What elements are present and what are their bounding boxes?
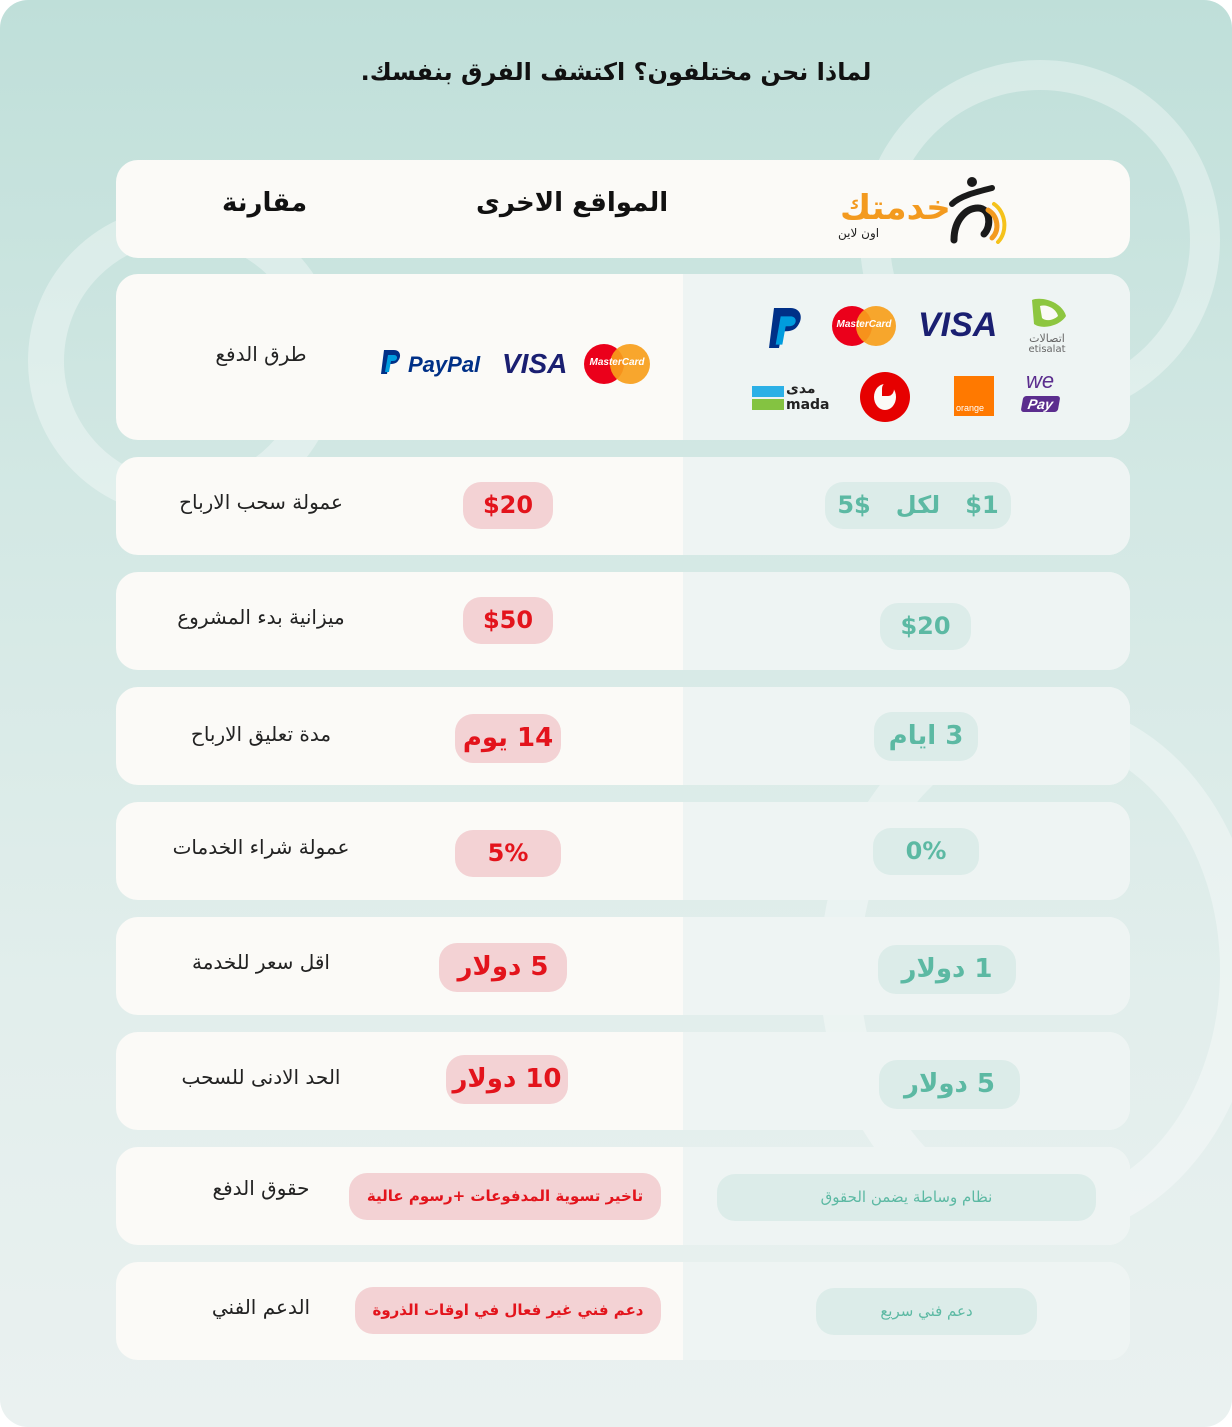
orange-text: orange: [956, 403, 985, 413]
ours-value: 3 ايام: [874, 712, 978, 761]
comparison-row: [116, 457, 1130, 555]
row-label: ميزانية بدء المشروع: [177, 605, 345, 629]
header-others: المواقع الاخرى: [476, 188, 669, 218]
row-label: طرق الدفع: [215, 342, 307, 366]
visa-logo: VISA: [502, 348, 568, 379]
etisalat-logo: [1022, 294, 1072, 356]
we-text: we: [1026, 368, 1055, 393]
comparison-row: [116, 802, 1130, 900]
payment-methods-row: [116, 274, 1130, 440]
others-value: $20: [463, 482, 553, 529]
header-row: [116, 160, 1130, 258]
mada-ar: مدى: [786, 381, 816, 397]
row-label: الدعم الفني: [211, 1295, 311, 1319]
comparison-row: [116, 1262, 1130, 1360]
row-label: الحد الادنى للسحب: [181, 1065, 341, 1089]
comparison-row: [116, 917, 1130, 1015]
visa-logo: VISA: [918, 306, 998, 344]
ours-value: $20: [880, 603, 971, 650]
mastercard-logo: [832, 306, 896, 346]
row-label: حقوق الدفع: [212, 1176, 310, 1200]
ours-value: 1 دولار: [878, 945, 1016, 994]
others-value: تاخير تسوية المدفوعات +رسوم عالية: [349, 1173, 661, 1220]
comparison-row: [116, 1032, 1130, 1130]
we-pay-logo: [1020, 368, 1070, 422]
mada-en: mada: [786, 397, 830, 413]
comparison-row: [116, 572, 1130, 670]
mastercard-text: MasterCard: [836, 319, 892, 330]
logo-name: خدمتك: [840, 188, 951, 228]
logo-mark-icon: [946, 174, 1008, 244]
paypal-icon: [378, 348, 402, 376]
others-value: 5 دولار: [439, 943, 567, 992]
mastercard-text: MasterCard: [589, 357, 645, 368]
etisalat-ar: اتصالات: [1029, 332, 1065, 345]
etisalat-icon: [1026, 294, 1070, 334]
orange-logo: [954, 376, 994, 416]
row-label: عمولة شراء الخدمات: [172, 835, 350, 859]
row-label: عمولة سحب الارباح: [179, 490, 343, 514]
etisalat-en: etisalat: [1028, 344, 1066, 355]
others-value: 10 دولار: [446, 1055, 568, 1104]
ours-value: $1 لكل $5: [825, 482, 1011, 529]
mastercard-logo: [584, 344, 650, 384]
ours-value: 0%: [873, 828, 979, 875]
others-value: 14 يوم: [455, 714, 561, 763]
row-label: اقل سعر للخدمة: [192, 950, 330, 974]
comparison-row: [116, 687, 1130, 785]
ours-value: نظام وساطة يضمن الحقوق: [717, 1174, 1096, 1221]
others-value: $50: [463, 597, 553, 644]
others-value: 5%: [455, 830, 561, 877]
others-value: دعم فني غير فعال في اوقات الذروة: [355, 1287, 661, 1334]
page-title: لماذا نحن مختلفون؟ اكتشف الفرق بنفسك.: [360, 58, 872, 86]
mada-logo: [752, 381, 832, 414]
logo-subtitle: اون لاين: [838, 226, 880, 240]
comparison-row: [116, 1147, 1130, 1245]
ours-value: دعم فني سريع: [816, 1288, 1037, 1335]
header-comparison: مقارنة: [222, 188, 308, 218]
pay-text: Pay: [1021, 396, 1061, 412]
paypal-wordmark: [408, 352, 480, 378]
paypal-text: PayPal: [408, 352, 481, 377]
row-label: مدة تعليق الارباح: [190, 722, 332, 746]
paypal-icon: [764, 304, 804, 352]
ours-value: 5 دولار: [879, 1060, 1020, 1109]
vodafone-logo: [860, 372, 910, 422]
